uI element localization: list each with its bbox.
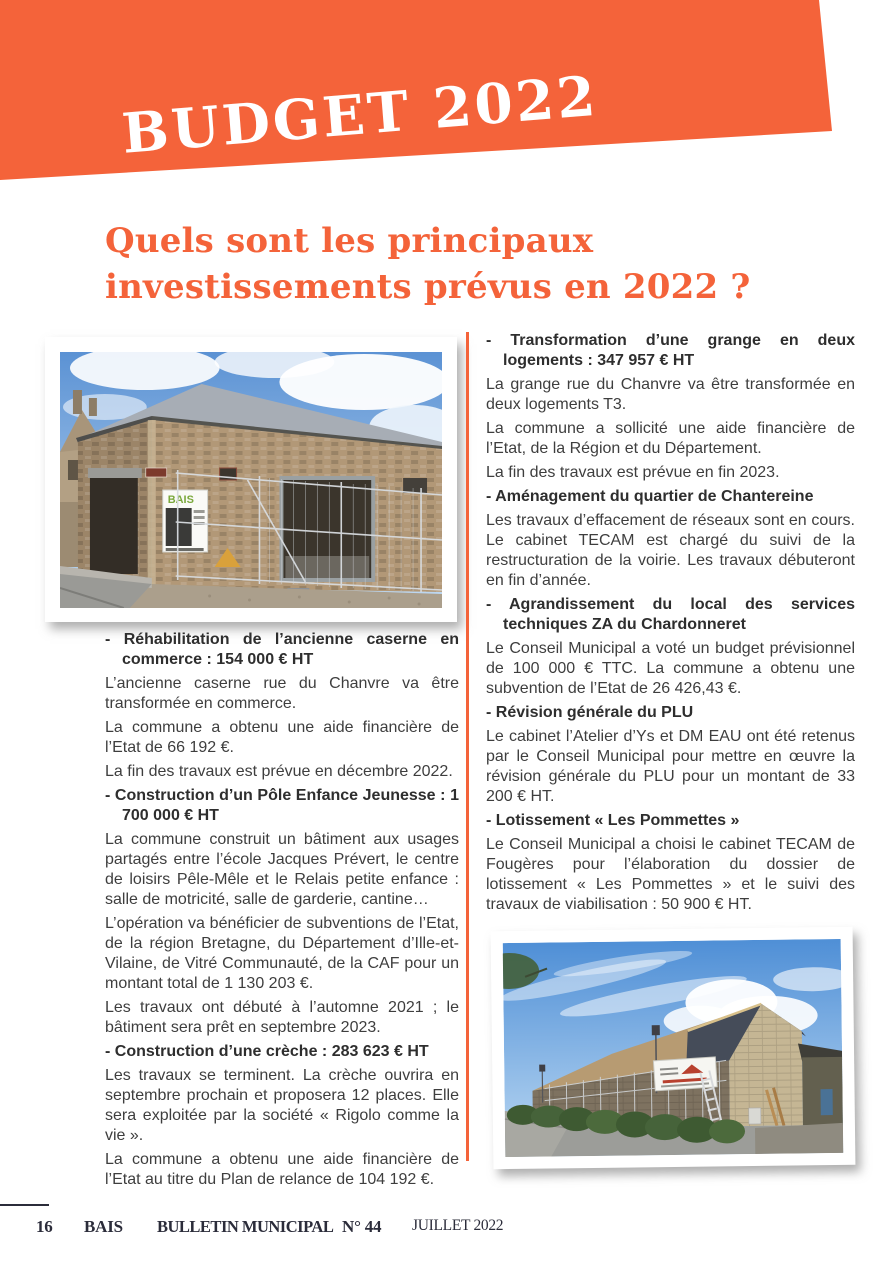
body-paragraph: Le cabinet l’Atelier d’Ys et DM EAU ont été retenus par le Conseil Municipal pour mettre en œuvre la révision générale du PLU pour un montant de 33 200 € HT. <box>486 728 855 805</box>
body-paragraph: Le Conseil Municipal a choisi le cabinet TECAM de Fougères pour l’élaboration du dossier de lotissement « Les Pommettes » et le suivi des travaux de viabilisation : 50 900 € HT. <box>486 836 855 913</box>
investment-item: - Transformation d’une grange en deux logements : 347 957 € HT <box>486 332 855 369</box>
investment-item: - Réhabilitation de l’ancienne caserne en commerce : 154 000 € HT <box>105 631 459 668</box>
investment-item: - Construction d’une crèche : 283 623 € HT <box>105 1043 429 1060</box>
photo-grange-illustration <box>503 939 844 1157</box>
footer-commune: BAIS <box>84 1217 123 1236</box>
body-paragraph: L’opération va bénéficier de subventions de l’Etat, de la région Bretagne, du Département d’Ille-et-Vilaine, de Vitré Communauté, de la CAF pour un montant total de 1 130 203 €. <box>105 915 459 992</box>
page-title-line2: investissements prévus en 2022 ? <box>105 267 751 307</box>
footer-bulletin-label: BULLETIN MUNICIPAL <box>157 1217 334 1236</box>
investment-item: - Construction d’un Pôle Enfance Jeunesse : 1 700 000 € HT <box>105 787 459 824</box>
right-column <box>486 331 855 915</box>
photo-caserne-illustration <box>60 352 442 608</box>
body-paragraph: La commune a obtenu une aide financière de l’Etat de 66 192 €. <box>105 719 459 756</box>
banner-title: BUDGET 2022 <box>119 62 601 166</box>
body-paragraph: L’ancienne caserne rue du Chanvre va être transformée en commerce. <box>105 675 459 712</box>
footer-date: JUILLET 2022 <box>412 1217 504 1234</box>
body-paragraph: La fin des travaux est prévue en fin 2023. <box>486 464 780 481</box>
investment-item: - Lotissement « Les Pommettes » <box>486 812 740 829</box>
investment-item: - Révision générale du PLU <box>486 704 694 721</box>
body-paragraph: Les travaux d’effacement de réseaux sont en cours. Le cabinet TECAM est chargé du suivi de la restructuration de la voirie. Les travaux débuteront en fin d’année. <box>486 512 855 589</box>
body-paragraph: Les travaux ont débuté à l’automne 2021 ; le bâtiment sera prêt en septembre 2023. <box>105 999 459 1036</box>
page-title <box>105 218 825 310</box>
left-column <box>105 630 459 1190</box>
body-paragraph: Les travaux se terminent. La crèche ouvrira en septembre prochain et proposera 12 places. Elle sera exploitée par la société « Rigolo comme la vie ». <box>105 1067 459 1144</box>
body-paragraph: La commune construit un bâtiment aux usages partagés entre l’école Jacques Prévert, le centre de loisirs Pêle-Mêle et le Relais petite enfance : salle de motricité, salle de garderie, cantine… <box>105 831 459 908</box>
body-paragraph: La commune a obtenu une aide financière de l’Etat au titre du Plan de relance de 104 192 €. <box>105 1151 459 1188</box>
page-title-line1: Quels sont les principaux <box>105 221 594 261</box>
investment-item: - Aménagement du quartier de Chantereine <box>486 488 814 505</box>
footer-issue-number: N° 44 <box>342 1217 382 1236</box>
photo-grange <box>491 927 856 1169</box>
investment-item: - Agrandissement du local des services techniques ZA du Chardonneret <box>486 596 855 633</box>
body-paragraph: La grange rue du Chanvre va être transformée en deux logements T3. <box>486 376 855 413</box>
body-paragraph: Le Conseil Municipal a voté un budget prévisionnel de 100 000 € TTC. La commune a obtenu une subvention de l’Etat de 26 426,43 €. <box>486 640 855 697</box>
footer-page-number: 16 <box>36 1217 53 1236</box>
body-paragraph: La fin des travaux est prévue en décembre 2022. <box>105 763 453 780</box>
photo-caserne <box>45 337 457 622</box>
footer-rule <box>0 1204 49 1206</box>
body-paragraph: La commune a sollicité une aide financière de l’Etat, de la Région et du Département. <box>486 420 855 457</box>
photo-sign-text: BAIS <box>167 493 194 507</box>
column-divider <box>466 332 469 1161</box>
